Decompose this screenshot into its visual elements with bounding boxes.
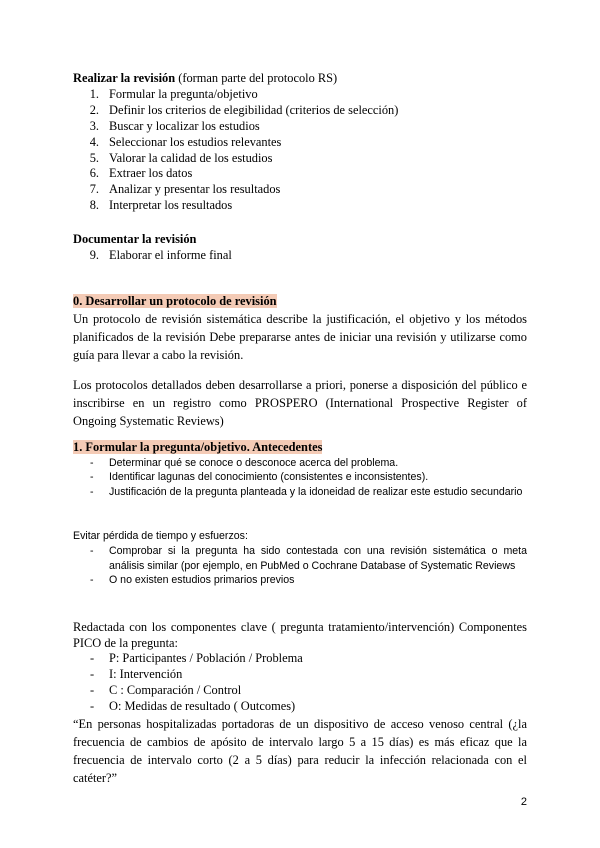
step-number: 8. bbox=[89, 198, 99, 213]
documentar-section bbox=[73, 232, 527, 264]
list-item bbox=[73, 683, 527, 699]
section-0-paragraph-1: Un protocolo de revisión sistemática describe la justificación, el objetivo y los métodos planificados de la revisión Debe prepararse antes de iniciar una revisión y utilizarse como guía para llevar a cabo la revisión. bbox=[73, 311, 527, 363]
realizar-heading: Realizar la revisión bbox=[73, 71, 176, 85]
step-number: 3. bbox=[89, 118, 99, 133]
dash-bullet: - bbox=[90, 457, 94, 469]
step-number: 1. bbox=[89, 86, 99, 101]
bullet-text: P: Participantes / Población / Problema bbox=[109, 651, 303, 665]
section-0 bbox=[73, 294, 527, 365]
realizar-heading-line bbox=[73, 71, 527, 87]
step-number: 5. bbox=[89, 150, 99, 165]
list-item bbox=[73, 544, 527, 573]
step-text: Seleccionar los estudios relevantes bbox=[109, 134, 282, 149]
list-item bbox=[73, 667, 527, 683]
list-item bbox=[73, 151, 527, 167]
list-item bbox=[73, 119, 527, 135]
dash-bullet: - bbox=[90, 573, 94, 586]
list-item bbox=[73, 135, 527, 151]
dash-bullet: - bbox=[90, 698, 95, 713]
section-1-bullets-wrap bbox=[73, 456, 527, 499]
evitar-intro: Evitar pérdida de tiempo y esfuerzos: bbox=[73, 530, 248, 542]
step-text: Buscar y localizar los estudios bbox=[109, 118, 260, 133]
step-text: Valorar la calidad de los estudios bbox=[109, 150, 273, 165]
realizar-subheading: (forman parte del protocolo RS) bbox=[175, 71, 338, 85]
bullet-text: Justificación de la pregunta planteada y la idoneidad de realizar este estudio secundario bbox=[109, 485, 523, 498]
pico-wrap bbox=[73, 619, 527, 787]
section-0-paragraph-2: Los protocolos detallados deben desarrollarse a priori, ponerse a disposición del público e inscribirse en un registro como PROSPERO (International Prospective Register of Ongoing Systematic Reviews) bbox=[73, 378, 527, 429]
list-item bbox=[73, 651, 527, 667]
bullet-text: Identificar lagunas del conocimiento (consistentes e inconsistentes). bbox=[109, 471, 429, 484]
realizar-section bbox=[73, 71, 527, 214]
dash-bullet: - bbox=[90, 545, 94, 558]
example-quote: “En personas hospitalizadas portadoras de un dispositivo de acceso venoso central (¿la frecuencia de cambios de apósito de intervalo largo 5 a 15 días) es más eficaz que la frecuencia de intervalo corto (2 a 5 días) para reducir la infección relacionada con el catéter?” bbox=[73, 716, 527, 786]
step-text: Interpretar los resultados bbox=[109, 198, 233, 213]
bullet-text: Determinar qué se conoce o desconoce acerca del problema. bbox=[109, 457, 399, 469]
list-item bbox=[73, 248, 527, 264]
list-item bbox=[73, 103, 527, 119]
list-item bbox=[73, 87, 527, 103]
documentar-steps-list bbox=[73, 248, 527, 264]
step-text: Analizar y presentar los resultados bbox=[109, 182, 281, 197]
bullet-text: C : Comparación / Control bbox=[109, 682, 242, 697]
list-item bbox=[73, 699, 527, 715]
antecedentes-list bbox=[73, 456, 527, 499]
list-item bbox=[73, 198, 527, 214]
dash-bullet: - bbox=[90, 485, 94, 498]
section-1-heading: 1. Formular la pregunta/objetivo. Antecedentes bbox=[73, 440, 323, 454]
step-number: 2. bbox=[89, 102, 99, 117]
list-item bbox=[73, 166, 527, 182]
list-item bbox=[73, 470, 527, 484]
section-0-heading-line bbox=[73, 294, 527, 310]
bullet-text: Comprobar si la pregunta ha sido contestada con una revisión sistemática o meta análisis similar (por ejemplo, en PubMed o Cochrane Database of Systematic Reviews bbox=[109, 545, 527, 572]
dash-bullet: - bbox=[90, 666, 95, 681]
step-number: 7. bbox=[89, 182, 99, 197]
page-number: 2 bbox=[520, 796, 527, 808]
bullet-text: O no existen estudios primarios previos bbox=[109, 573, 295, 586]
step-number: 6. bbox=[89, 166, 99, 181]
realizar-steps-list bbox=[73, 87, 527, 214]
bullet-text: O: Medidas de resultado ( Outcomes) bbox=[109, 698, 296, 713]
section-1-heading-line bbox=[73, 440, 527, 456]
redactada-paragraph: Redactada con los componentes clave ( pregunta tratamiento/intervención) Componentes PICO de la pregunta: bbox=[73, 620, 527, 650]
dash-bullet: - bbox=[90, 682, 95, 697]
step-number: 9. bbox=[89, 247, 99, 262]
list-item bbox=[73, 182, 527, 198]
list-item bbox=[73, 485, 527, 499]
dash-bullet: - bbox=[90, 471, 94, 484]
dash-bullet: - bbox=[90, 651, 95, 665]
list-item bbox=[73, 573, 527, 587]
section-0-heading: 0. Desarrollar un protocolo de revisión bbox=[73, 294, 277, 308]
section-1-heading-wrap bbox=[73, 440, 527, 456]
evitar-list bbox=[73, 544, 527, 587]
bullet-text: I: Intervención bbox=[109, 666, 183, 681]
section-0-paragraph-2-wrap bbox=[73, 376, 527, 431]
step-text: Extraer los datos bbox=[109, 166, 193, 181]
step-text: Elaborar el informe final bbox=[109, 247, 232, 262]
list-item bbox=[73, 456, 527, 470]
pico-list bbox=[73, 651, 527, 715]
evitar-wrap bbox=[73, 529, 527, 587]
step-text: Definir los criterios de elegibilidad (criterios de selección) bbox=[109, 102, 399, 117]
documentar-heading: Documentar la revisión bbox=[73, 232, 197, 246]
step-text: Formular la pregunta/objetivo bbox=[109, 86, 258, 101]
step-number: 4. bbox=[89, 134, 99, 149]
